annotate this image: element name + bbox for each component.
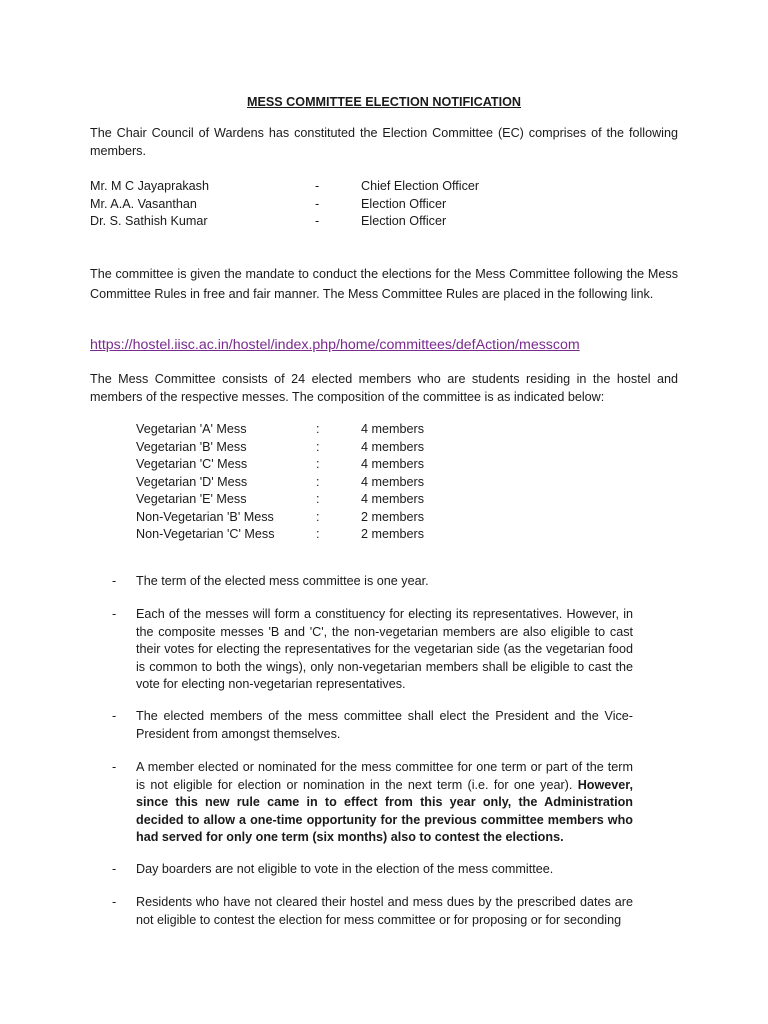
mess-name: Vegetarian 'D' Mess <box>136 474 248 489</box>
bullet-dash: - <box>112 862 117 876</box>
mandate-paragraph: The committee is given the mandate to conduct the elections for the Mess Committee following the Mess Committee Rules in free and fair manner. The Mess Committee Rules are placed in the following link. <box>90 267 678 301</box>
mess-name: Vegetarian 'B' Mess <box>136 439 247 454</box>
bullet-dash: - <box>112 709 117 723</box>
mess-sep: : <box>316 457 320 471</box>
bullet-text: The elected members of the mess committee shall elect the President and the Vice-President from amongst themselves. <box>136 709 633 741</box>
mess-count: 4 members <box>361 439 424 454</box>
mess-sep: : <box>316 509 320 524</box>
mess-name: Vegetarian 'E' Mess <box>136 492 247 506</box>
ec-member-name: Dr. S. Sathish Kumar <box>90 214 208 228</box>
mess-sep: : <box>316 439 320 454</box>
ec-member-sep: - <box>315 214 320 228</box>
mess-name: Vegetarian 'C' Mess <box>136 457 248 471</box>
mess-count: 4 members <box>361 474 424 489</box>
mess-count: 4 members <box>361 492 424 506</box>
bullet-text: Residents who have not cleared their hostel and mess dues by the prescribed dates are not eligible to contest the election for mess committee or for proposing or for seconding <box>136 895 633 927</box>
bullet-dash: - <box>112 607 117 621</box>
mess-sep: : <box>316 422 320 436</box>
mess-name: Non-Vegetarian 'C' Mess <box>136 527 275 541</box>
mess-name: Non-Vegetarian 'B' Mess <box>136 509 274 524</box>
mess-count: 4 members <box>361 422 424 436</box>
bullet-text: Day boarders are not eligible to vote in the election of the mess committee. <box>136 862 554 876</box>
bullet-dash: - <box>112 574 117 588</box>
bullet-text <box>136 759 633 847</box>
mess-count: 2 members <box>361 527 424 541</box>
ec-member-role: Election Officer <box>361 197 447 211</box>
mess-name: Vegetarian 'A' Mess <box>136 422 247 436</box>
ec-member-name: Mr. M C Jayaprakash <box>90 179 209 193</box>
bullet-text-normal: A member elected or nominated for the mess committee for one term or part of the term is not eligible for election or nomination in the next term (i.e. for one year). <box>136 760 633 792</box>
ec-member-sep: - <box>315 197 320 211</box>
mess-sep: : <box>316 474 320 489</box>
mess-sep: : <box>316 492 320 506</box>
bullet-text: The term of the elected mess committee is one year. <box>136 574 429 588</box>
bullet-dash: - <box>112 895 117 909</box>
ec-member-role: Election Officer <box>361 214 447 228</box>
mess-rules-link[interactable]: https://hostel.iisc.ac.in/hostel/index.php/home/committees/defAction/messcom <box>90 337 580 353</box>
composition-table <box>136 421 536 547</box>
ec-member-role: Chief Election Officer <box>361 179 480 193</box>
bullet-dash: - <box>112 760 117 774</box>
bullet-text-bold: However, since this new rule came in to effect from this year only, the Administration decided to allow a one-time opportunity for the previous committee members who had served for only one term (six months) also to contest the elections. <box>136 777 633 844</box>
composition-intro: The Mess Committee consists of 24 elected members who are students residing in the hostel and members of the respective messes. The composition of the committee is as indicated below: <box>90 372 678 404</box>
bullet-text: Each of the messes will form a constituency for electing its representatives. However, in the composite messes 'B and 'C', the non-vegetarian members are also eligible to cast their votes for electing the representatives for the vegetarian side (as the vegetarian food is common to both the wings), only non-vegetarian members shall be eligible to cast the vote for electing non-vegetarian representatives. <box>136 607 633 691</box>
mess-count: 2 members <box>361 509 424 524</box>
intro-paragraph: The Chair Council of Wardens has constituted the Election Committee (EC) comprises of the following members. <box>90 126 678 158</box>
ec-member-name: Mr. A.A. Vasanthan <box>90 197 197 211</box>
ec-member-sep: - <box>315 179 320 193</box>
mess-count: 4 members <box>361 457 424 471</box>
page-title: MESS COMMITTEE ELECTION NOTIFICATION <box>246 95 522 109</box>
mess-sep: : <box>316 527 320 541</box>
